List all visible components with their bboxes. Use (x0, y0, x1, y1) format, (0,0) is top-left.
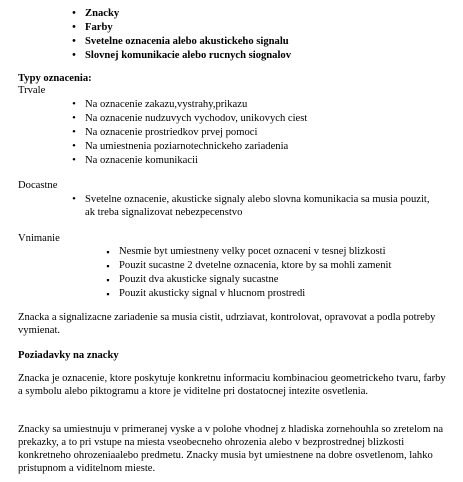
bullet-icon: • (72, 113, 76, 124)
list-item: • Znacky (85, 7, 291, 21)
bullet-icon: • (72, 194, 76, 205)
paragraph-maintenance: Znacka a signalizacne zariadenie sa musia cistit, udrziavat, kontrolovat, opravovat a podla potreby vymienat. (18, 312, 436, 336)
bullet-icon: • (72, 127, 76, 138)
bullet-list-docastne (72, 193, 435, 219)
bullet-icon: • (72, 22, 76, 33)
list-item: • Na oznacenie zakazu,vystrahy,prikazu (85, 98, 307, 112)
bullet-icon: • (72, 99, 76, 110)
list-item: • Slovnej komunikacie alebo rucnych siognalov (85, 49, 291, 63)
paragraph-definition: Znacka je oznacenie, ktore poskytuje konkretnu informaciu kombinaciou geometrickeho tvaru, farby a symbolu alebo piktogramu a ktore je viditelne pri dostatocnej intezite osvetlenia. (18, 373, 446, 397)
bullet-icon: • (72, 8, 76, 19)
label-docastne: Docastne (18, 180, 58, 191)
label-trvale: Trvale (18, 85, 46, 96)
label-vnimanie: Vnimanie (18, 233, 60, 244)
bullet-icon: • (72, 141, 76, 152)
bullet-list-vnimanie (106, 245, 392, 301)
bullet-icon: • (72, 50, 76, 61)
bullet-icon: • (72, 36, 76, 47)
paragraph-placement: Znacky sa umiestnuju v primeranej vyske a v polohe vhodnej z hladiska zornehouhla so zretelom na prekazky, a to pri vstupe na miesta vseobecneho ohrozenia alebo v bezprostrednej blizkosti konkretneho ohrozeniaalebo predmetu. Znacky musia byt umiestnene na dobre osvetlenom, lahko pristupnom a viditelnom mieste. (18, 424, 444, 474)
list-item: • Na umiestnenia poziarnotechnickeho zariadenia (85, 140, 307, 154)
bullet-list-trvale (72, 98, 308, 168)
list-item: ▪ Pouzit dva akusticke signaly sucastne (119, 273, 391, 287)
heading-typy-oznacenia: Typy oznacenia: (18, 73, 92, 84)
heading-poziadavky: Poziadavky na znacky (18, 350, 119, 361)
list-item: ▪ Pouzit akusticky signal v hlucnom prostredi (119, 287, 391, 301)
list-item: • Na oznacenie komunikacii (85, 154, 307, 168)
list-item: • Farby (85, 21, 291, 35)
square-bullet-icon: ▪ (106, 289, 110, 299)
square-bullet-icon: ▪ (106, 275, 110, 285)
bullet-icon: • (72, 155, 76, 166)
list-item: • Svetelne oznacenie, akusticke signaly alebo slovna komunikacia sa musia pouzit, ak treba signalizovat nebezpecenstvo (85, 193, 435, 219)
square-bullet-icon: ▪ (106, 247, 110, 257)
list-item: ▪ Nesmie byt umiestneny velky pocet oznaceni v tesnej blizkosti (119, 245, 391, 259)
list-item: ▪ Pouzit sucastne 2 dvetelne oznacenia, ktore by sa mohli zamenit (119, 259, 391, 273)
list-item: • Na oznacenie nudzuvych vychodov, unikovych ciest (85, 112, 307, 126)
bullet-list-sign-types (72, 7, 292, 63)
list-item: • Svetelne oznacenia alebo akustickeho signalu (85, 35, 291, 49)
list-item: • Na oznacenie prostriedkov prvej pomoci (85, 126, 307, 140)
square-bullet-icon: ▪ (106, 261, 110, 271)
